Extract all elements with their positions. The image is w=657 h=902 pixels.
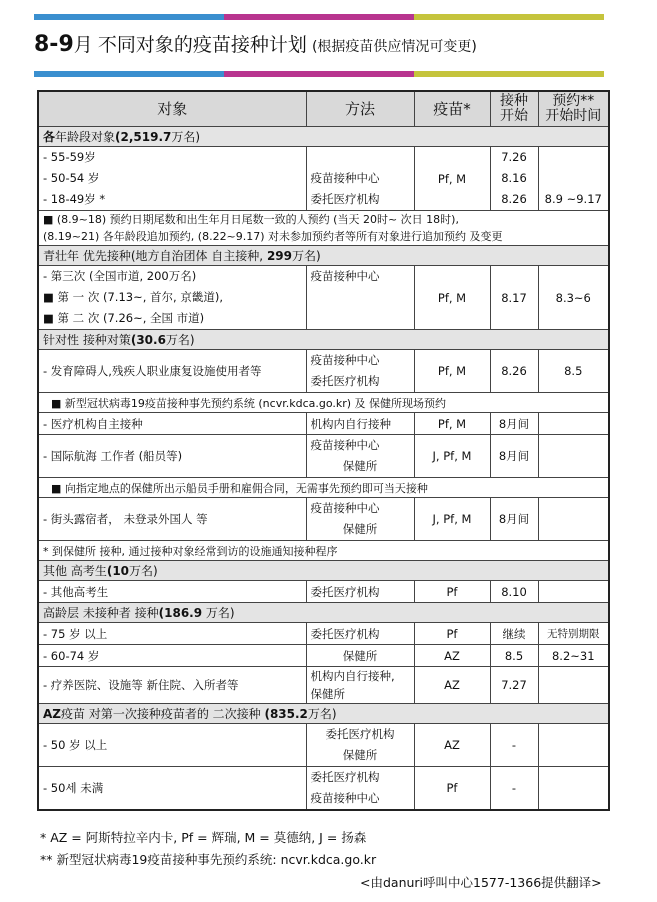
elderly-75-method: 委托医疗机构 bbox=[306, 623, 414, 645]
elderly-75-target: - 75 岁 以上 bbox=[38, 623, 306, 645]
youth-row-second: ■ 第 二 次 (7.26~, 全国 市道) bbox=[43, 311, 205, 325]
medical-target: - 医疗机构自主接种 bbox=[38, 413, 306, 435]
medical-vaccine: Pf, M bbox=[414, 413, 490, 435]
header-booking-line1: 预约** bbox=[552, 93, 595, 109]
section-youth bbox=[38, 246, 609, 266]
youth-booking: 8.3~6 bbox=[538, 266, 609, 330]
title-bar-bottom bbox=[34, 71, 604, 77]
section-az-part-c: (835.2 bbox=[264, 707, 308, 721]
section-youth-part-c: 万名) bbox=[292, 249, 321, 263]
title-main: 不同对象的疫苗接种计划 bbox=[97, 34, 307, 56]
section-other-part-a: 其他 高考生 bbox=[43, 564, 107, 578]
section-targeted-part-c: 万名) bbox=[165, 333, 195, 347]
age-start-1: 7.26 bbox=[501, 150, 527, 164]
age-row-18-49: - 18-49岁 * bbox=[43, 192, 106, 206]
header-booking-line2: 开始时间 bbox=[545, 108, 602, 124]
title-bar-top bbox=[34, 14, 604, 20]
homeless-vaccine: J, Pf, M bbox=[414, 498, 490, 541]
header-vaccine: 疫苗* bbox=[414, 91, 490, 127]
elderly-75-vaccine: Pf bbox=[414, 623, 490, 645]
section-age-part-a: 各 bbox=[43, 130, 56, 144]
homeless-method-clinic: 保健所 bbox=[342, 522, 378, 536]
seafarer-target: - 国际航海 工作者 (船员等) bbox=[38, 435, 306, 478]
table-row-az-50-plus bbox=[38, 724, 609, 767]
section-az-second-dose bbox=[38, 704, 609, 724]
section-age-part-c: (2,519.7 bbox=[115, 130, 172, 144]
youth-row-first: ■ 第 一 次 (7.13~, 首尔, 京畿道), bbox=[43, 290, 223, 304]
section-youth-part-a: 青壮年 优先接种(地方自治团体 自主接种, bbox=[43, 249, 267, 263]
section-other-part-c: 万名) bbox=[129, 564, 158, 578]
section-targeted-part-b: (30.6 bbox=[130, 333, 166, 347]
seafarer-note: ■ 向指定地点的保健所出示船员手册和雇佣合同，无需事先预约即可当天接种 bbox=[38, 478, 609, 498]
section-youth-part-b: 299 bbox=[266, 249, 293, 263]
age-method-clinic: 委托医疗机构 bbox=[310, 192, 380, 206]
table-row-age-groups bbox=[38, 147, 609, 211]
seafarer-note-row bbox=[38, 478, 609, 498]
az50-method-clinic: 委托医疗机构 bbox=[325, 727, 395, 741]
age-note-row bbox=[38, 211, 609, 246]
youth-method: 疫苗接种中心 bbox=[310, 269, 380, 283]
table-row-youth bbox=[38, 266, 609, 330]
section-elderly bbox=[38, 603, 609, 623]
disabled-vaccine: Pf, M bbox=[414, 350, 490, 393]
age-method-center: 疫苗接种中心 bbox=[310, 171, 380, 185]
age-start-3: 8.26 bbox=[501, 192, 527, 206]
header-start-line1: 接种 bbox=[500, 93, 528, 109]
homeless-note: * 到保健所 接种, 通过接种对象经常到访的设施通知接种程序 bbox=[38, 541, 609, 561]
disabled-booking: 8.5 bbox=[538, 350, 609, 393]
table-row-seafarer bbox=[38, 435, 609, 478]
header-method: 方法 bbox=[306, 91, 414, 127]
azu50-method-center: 疫苗接种中心 bbox=[310, 791, 380, 805]
age-row-55-59: - 55-59岁 bbox=[43, 150, 96, 164]
care-target: - 疗养医院、设施等 新住院、入所者等 bbox=[38, 667, 306, 704]
header-start bbox=[490, 91, 538, 127]
section-targeted bbox=[38, 330, 609, 350]
table-row-disabled bbox=[38, 350, 609, 393]
azu50-method-clinic: 委托医疗机构 bbox=[310, 770, 380, 784]
disabled-start: 8.26 bbox=[490, 350, 538, 393]
homeless-method-center: 疫苗接种中心 bbox=[310, 501, 380, 515]
elderly-75-start: 继续 bbox=[490, 623, 538, 645]
section-az-part-d: 万名) bbox=[307, 707, 337, 721]
seafarer-vaccine: J, Pf, M bbox=[414, 435, 490, 478]
title-subtitle: (根据疫苗供应情况可变更) bbox=[311, 39, 477, 55]
medical-method: 机构内自行接种 bbox=[306, 413, 414, 435]
age-note-1: ■ (8.9~18) 预约日期尾数和出生年月日尾数一致的人预约 (当天 20时~ 次日 18时), bbox=[43, 213, 459, 226]
header-booking bbox=[538, 91, 609, 127]
disabled-note-row bbox=[38, 393, 609, 413]
age-note-2: (8.19~21) 各年龄段追加预约, (8.22~9.17) 对未参加预约者等所有对象进行追加预约 及变更 bbox=[43, 230, 503, 243]
other-start: 8.10 bbox=[490, 581, 538, 603]
table-row-elderly-75 bbox=[38, 623, 609, 645]
section-elderly-part-a: 高龄层 未接种者 接种 bbox=[43, 606, 159, 620]
table-row-az-under-50 bbox=[38, 767, 609, 811]
elderly-60-method: 保健所 bbox=[306, 645, 414, 667]
elderly-60-start: 8.5 bbox=[490, 645, 538, 667]
other-target: - 其他高考生 bbox=[38, 581, 306, 603]
azu50-vaccine: Pf bbox=[414, 767, 490, 811]
section-other-part-b: (10 bbox=[106, 564, 130, 578]
az50-target: - 50 岁 以上 bbox=[38, 724, 306, 767]
section-targeted-part-a: 针对性 接种对策 bbox=[43, 333, 131, 347]
title-period: 8-9 bbox=[34, 32, 74, 57]
section-other bbox=[38, 561, 609, 581]
age-vaccine: Pf, M bbox=[414, 147, 490, 211]
disabled-method-center: 疫苗接种中心 bbox=[310, 353, 380, 367]
seafarer-start: 8月间 bbox=[490, 435, 538, 478]
section-age-part-d: 万名) bbox=[171, 130, 201, 144]
section-elderly-part-c: 万名) bbox=[202, 606, 235, 620]
disabled-target: - 发育障碍人,残疾人职业康复设施使用者等 bbox=[38, 350, 306, 393]
care-vaccine: AZ bbox=[414, 667, 490, 704]
title-month: 月 bbox=[73, 34, 93, 56]
elderly-60-target: - 60-74 岁 bbox=[38, 645, 306, 667]
elderly-60-vaccine: AZ bbox=[414, 645, 490, 667]
header-start-line2: 开始 bbox=[500, 108, 528, 124]
homeless-start: 8月间 bbox=[490, 498, 538, 541]
table-row-elderly-60 bbox=[38, 645, 609, 667]
azu50-start: - bbox=[490, 767, 538, 811]
seafarer-method-center: 疫苗接种中心 bbox=[310, 438, 380, 452]
seafarer-method-clinic: 保健所 bbox=[342, 459, 378, 473]
youth-row-third: - 第三次 (全国市道, 200万名) bbox=[43, 269, 197, 283]
azu50-target: - 50세 未满 bbox=[38, 767, 306, 811]
section-az-part-b: 疫苗 对第一次接种疫苗者的 二次接种 bbox=[61, 707, 265, 721]
az50-method-health: 保健所 bbox=[342, 748, 378, 762]
care-method-inhouse: 机构内自行接种, bbox=[310, 669, 395, 683]
footer-translation-credit: <由danuri呼叫中心1577-1366提供翻译> bbox=[360, 875, 602, 890]
footer-vaccine-legend: * AZ = 阿斯特拉辛内卡, Pf = 辉瑞, M = 莫德纳, J = 扬森 bbox=[40, 830, 367, 845]
age-start-2: 8.16 bbox=[501, 171, 527, 185]
youth-start: 8.17 bbox=[490, 266, 538, 330]
age-booking: 8.9 ~9.17 bbox=[544, 192, 602, 206]
section-az-part-a: AZ bbox=[43, 707, 61, 721]
footer-booking-system: ** 新型冠状病毒19疫苗接种事先预约系统: ncvr.kdca.go.kr bbox=[40, 852, 377, 867]
disabled-method-clinic: 委托医疗机构 bbox=[310, 374, 380, 388]
table-row-care-facility bbox=[38, 667, 609, 704]
vaccination-plan-table bbox=[37, 90, 610, 811]
age-row-50-54: - 50-54 岁 bbox=[43, 171, 100, 185]
table-header-row bbox=[38, 91, 609, 127]
az50-start: - bbox=[490, 724, 538, 767]
disabled-note: ■ 新型冠状病毒19疫苗接种事先预约系统 (ncvr.kdca.go.kr) 及 保健所现场预约 bbox=[38, 393, 609, 413]
elderly-75-booking: 无特别期限 bbox=[538, 623, 609, 645]
table-row-homeless bbox=[38, 498, 609, 541]
section-age-groups bbox=[38, 127, 609, 147]
care-method-clinic: 保健所 bbox=[310, 687, 345, 701]
homeless-note-row bbox=[38, 541, 609, 561]
az50-vaccine: AZ bbox=[414, 724, 490, 767]
section-elderly-part-b: (186.9 bbox=[158, 606, 203, 620]
other-vaccine: Pf bbox=[414, 581, 490, 603]
care-start: 7.27 bbox=[490, 667, 538, 704]
table-row-other bbox=[38, 581, 609, 603]
medical-start: 8月间 bbox=[490, 413, 538, 435]
other-method: 委托医疗机构 bbox=[306, 581, 414, 603]
page-title bbox=[34, 30, 614, 68]
header-target: 对象 bbox=[38, 91, 306, 127]
table-row-medical bbox=[38, 413, 609, 435]
homeless-target: - 街头露宿者， 未登录外国人 等 bbox=[38, 498, 306, 541]
section-age-part-b: 年龄段对象 bbox=[55, 130, 116, 144]
youth-vaccine: Pf, M bbox=[414, 266, 490, 330]
elderly-60-booking: 8.2~31 bbox=[538, 645, 609, 667]
